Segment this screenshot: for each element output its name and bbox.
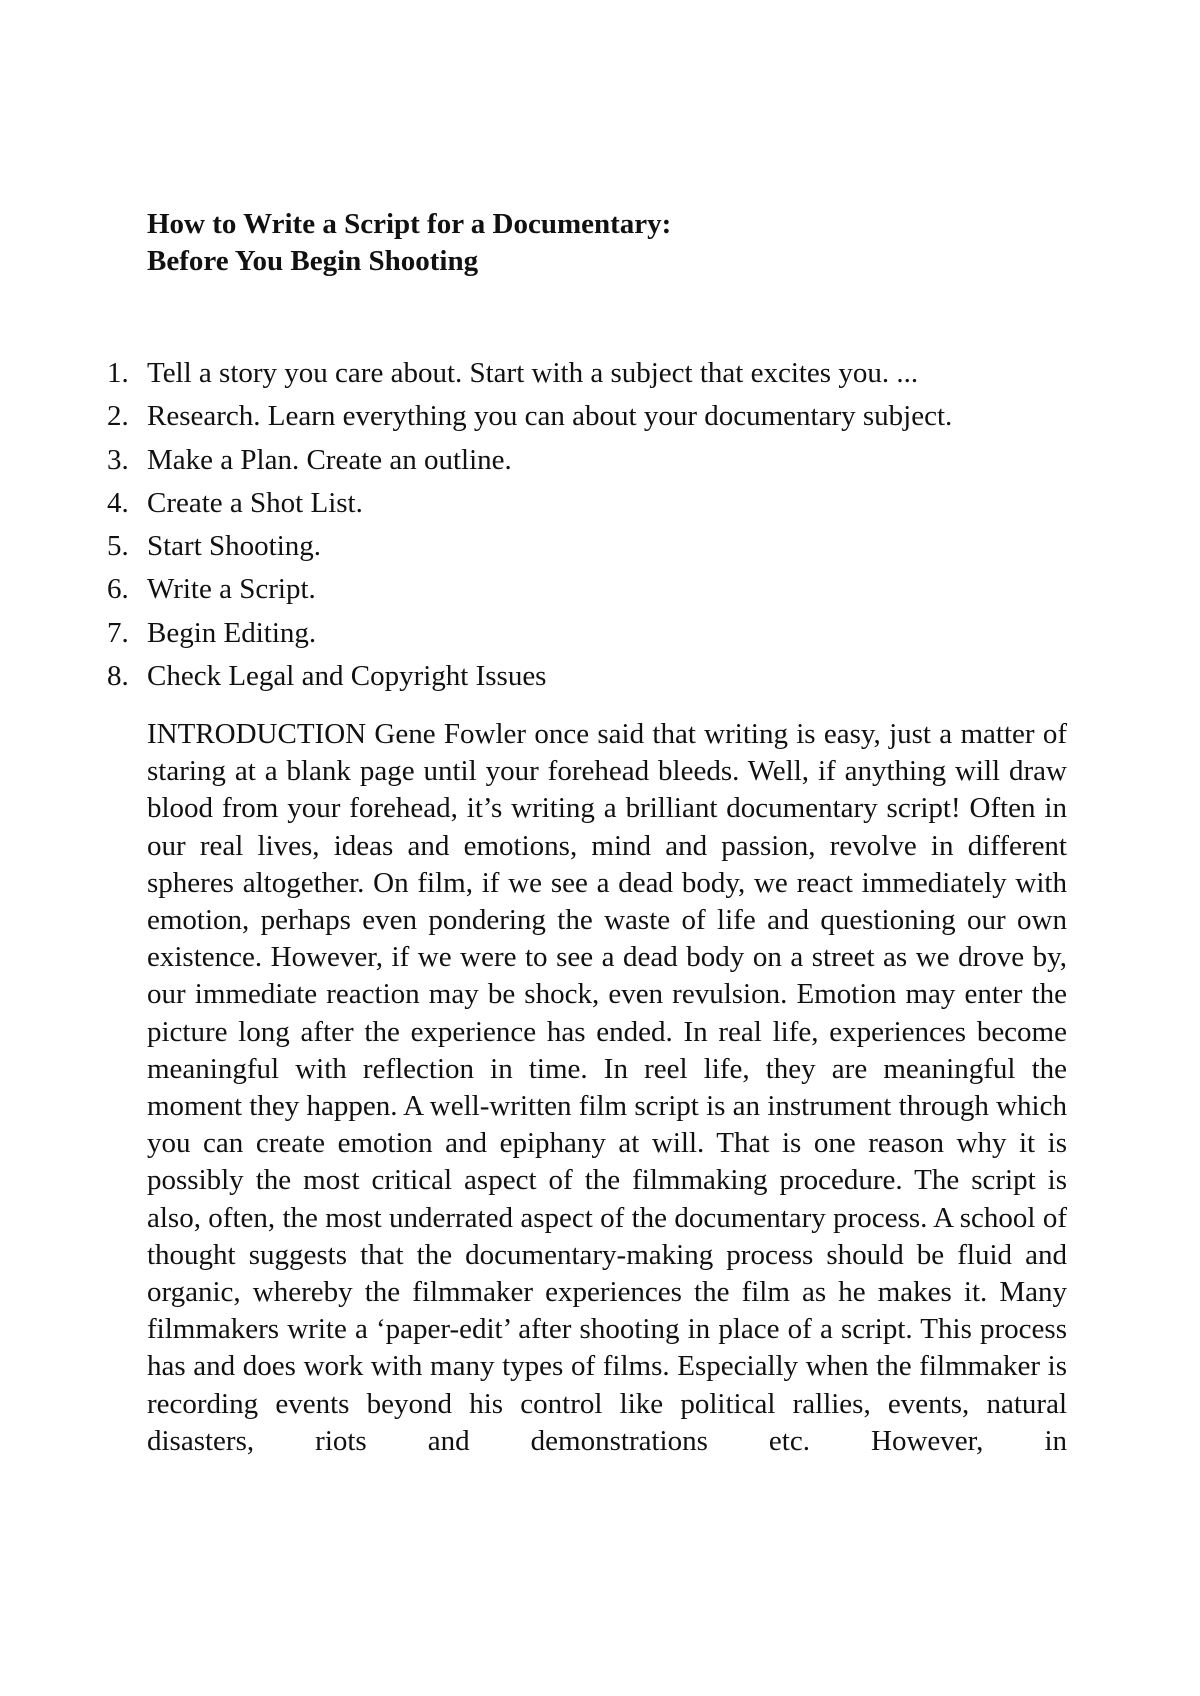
introduction-paragraph: INTRODUCTION Gene Fowler once said that writing is easy, just a matter of staring at a blank page until your forehead bleeds. Well, if anything will draw blood from your forehead, it’s writing a brilliant documentary script! Often in our real lives, ideas and emotions, mind and passion, revolve in different spheres altogether. On film, if we see a dead body, we react immediately with emotion, perhaps even pondering the waste of life and questioning our own existence. However, if we were to see a dead body on a street as we drove by, our immediate reaction may be shock, even revulsion. Emotion may enter the picture long after the experience has ended. In real life, experiences become meaningful with reflection in time. In reel life, they are meaningful the moment they happen. A well-written film script is an instrument through which you can create emotion and epiphany at will. That is one reason why it is possibly the most critical aspect of the filmmaking procedure. The script is also, often, the most underrated aspect of the documentary process. A school of thought suggests that the documentary-making process should be fluid and organic, whereby the filmmaker experiences the film as he makes it. Many filmmakers write a ‘paper-edit’ after shooting in place of a script. This process has and does work with many types of films. Especially when the filmmaker is recording events beyond his control like political rallies, events, natural disasters, riots and demonstrations etc. However, in xyxy=(147,718,1067,1457)
document-title xyxy=(147,206,1067,280)
list-item-text: Tell a story you care about. Start with a subject that excites you. ... xyxy=(147,357,919,389)
list-item xyxy=(107,525,1067,568)
steps-list xyxy=(107,352,1067,698)
list-item-text: Check Legal and Copyright Issues xyxy=(147,660,547,693)
list-item xyxy=(107,439,1067,482)
list-item-number: 1. xyxy=(107,357,129,389)
list-item-number: 4. xyxy=(107,486,129,519)
list-item-number: 7. xyxy=(107,616,129,649)
list-item xyxy=(107,655,1067,698)
list-item-text: Make a Plan. Create an outline. xyxy=(147,443,512,476)
title-line-1: How to Write a Script for a Documentary: xyxy=(147,208,672,240)
list-item-text: Create a Shot List. xyxy=(147,486,363,519)
list-item xyxy=(107,482,1067,525)
list-item xyxy=(107,395,1067,438)
list-item-number: 3. xyxy=(107,443,129,476)
list-item-text: Write a Script. xyxy=(147,573,316,606)
list-item-text: Start Shooting. xyxy=(147,530,322,563)
list-item-number: 2. xyxy=(107,400,129,433)
list-item xyxy=(107,612,1067,655)
list-item-number: 6. xyxy=(107,573,129,606)
list-item-text: Begin Editing. xyxy=(147,616,317,649)
list-item xyxy=(107,568,1067,611)
list-item xyxy=(107,352,1067,395)
list-item-number: 5. xyxy=(107,530,129,563)
list-item-number: 8. xyxy=(107,660,129,693)
title-line-2: Before You Begin Shooting xyxy=(147,245,479,277)
list-item-text: Research. Learn everything you can about your documentary subject. xyxy=(147,400,953,433)
